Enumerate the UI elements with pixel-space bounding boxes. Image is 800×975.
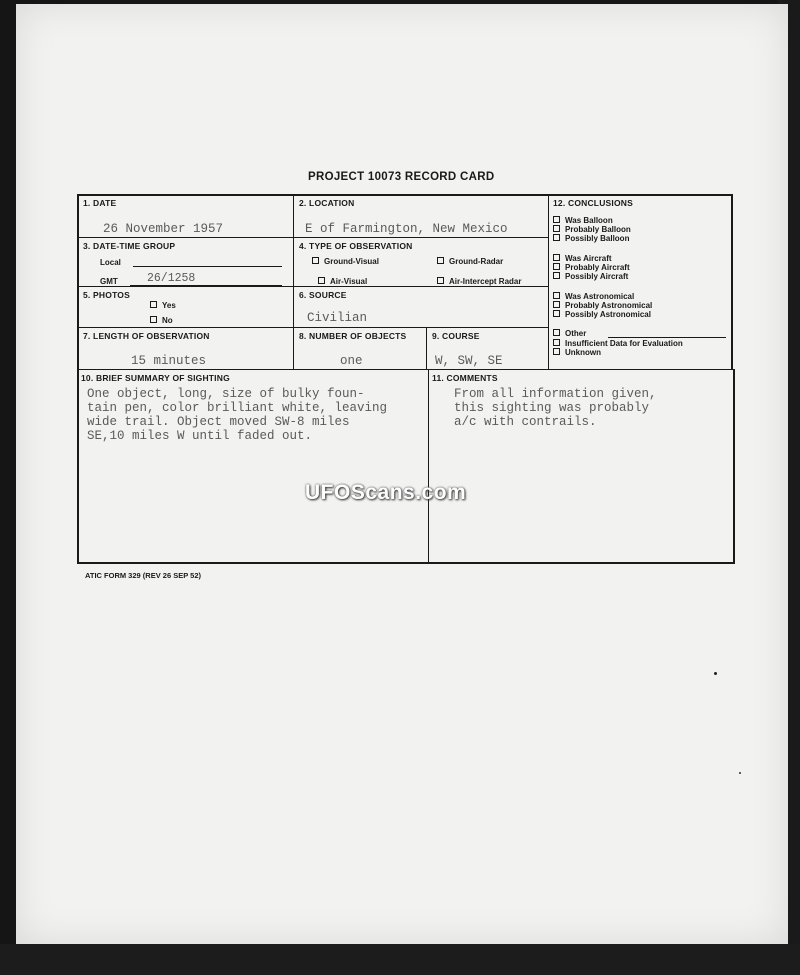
location-label: 2. LOCATION — [299, 198, 355, 208]
photos-yes-option[interactable] — [150, 301, 176, 310]
photos-label: 5. PHOTOS — [83, 290, 130, 300]
grid-col-2 — [548, 194, 549, 369]
length-value: 15 minutes — [131, 354, 207, 368]
grid-row-3 — [77, 327, 548, 328]
record-card-page — [16, 4, 788, 944]
local-underline — [133, 266, 282, 267]
summary-line: One object, long, size of bulky foun- — [87, 387, 365, 401]
checkbox-icon — [553, 263, 560, 270]
other-underline — [608, 337, 726, 338]
source-value: Civilian — [307, 311, 368, 325]
grid-right-upper — [731, 194, 733, 369]
summary-label: 10. BRIEF SUMMARY OF SIGHTING — [81, 373, 230, 383]
conclusion-text: Was Astronomical — [565, 292, 635, 301]
checkbox-icon — [553, 310, 560, 317]
checkbox-icon — [553, 272, 560, 279]
conclusion-text: Possibly Aircraft — [565, 272, 629, 281]
photos-yes-text: Yes — [162, 301, 176, 310]
grid-row-2 — [77, 286, 548, 287]
checkbox-icon — [553, 292, 560, 299]
card-title: PROJECT 10073 RECORD CARD — [308, 171, 495, 183]
conclusion-option[interactable] — [553, 310, 651, 320]
grid-col-1 — [293, 194, 294, 369]
ground-visual-option[interactable] — [312, 257, 379, 266]
type-label: 4. TYPE OF OBSERVATION — [299, 241, 413, 251]
scan-border-bottom — [0, 944, 800, 975]
source-label: 6. SOURCE — [299, 290, 347, 300]
grid-top — [77, 194, 731, 196]
checkbox-icon — [553, 301, 560, 308]
conclusion-text: Probably Astronomical — [565, 301, 653, 310]
conclusion-text: Insufficient Data for Evaluation — [565, 339, 683, 348]
summary-line: wide trail. Object moved SW-8 miles — [87, 415, 350, 429]
checkbox-icon — [553, 234, 560, 241]
checkbox-icon — [553, 348, 560, 355]
gmt-value: 26/1258 — [147, 272, 196, 285]
form-id: ATIC FORM 329 (REV 26 SEP 52) — [85, 571, 202, 580]
checkbox-icon — [553, 329, 560, 336]
gmt-underline — [130, 285, 282, 286]
length-label: 7. LENGTH OF OBSERVATION — [83, 331, 210, 341]
scan-speck — [739, 772, 741, 774]
date-value: 26 November 1957 — [103, 222, 224, 236]
photos-no-text: No — [162, 316, 173, 325]
conclusion-option[interactable] — [553, 272, 628, 282]
conclusion-option[interactable] — [553, 348, 601, 358]
summary-line: tain pen, color brilliant white, leaving — [87, 401, 388, 415]
checkbox-icon — [312, 257, 319, 264]
gmt-label: GMT — [100, 277, 118, 286]
course-label: 9. COURSE — [432, 331, 480, 341]
checkbox-icon — [437, 277, 444, 284]
watermark: UFOScans.com — [305, 481, 467, 504]
conclusion-text: Possibly Astronomical — [565, 310, 651, 319]
checkbox-icon — [318, 277, 325, 284]
course-value: W, SW, SE — [435, 354, 503, 368]
photos-no-option[interactable] — [150, 316, 173, 325]
grid-row-4 — [77, 369, 733, 370]
grid-col-4 — [428, 369, 429, 563]
checkbox-icon — [553, 225, 560, 232]
grid-right-lower — [733, 369, 735, 563]
conclusions-label: 12. CONCLUSIONS — [553, 198, 633, 208]
grid-left — [77, 194, 79, 563]
conclusion-option[interactable] — [553, 234, 629, 244]
grid-row-1 — [77, 237, 548, 238]
air-intercept-text: Air-Intercept Radar — [449, 277, 522, 286]
grid-bottom — [77, 562, 735, 564]
comments-line: a/c with contrails. — [454, 415, 597, 429]
date-label: 1. DATE — [83, 198, 117, 208]
conclusion-text: Other — [565, 329, 587, 338]
dtg-label: 3. DATE-TIME GROUP — [83, 241, 176, 251]
ground-visual-text: Ground-Visual — [324, 257, 379, 266]
conclusion-option[interactable] — [553, 329, 586, 339]
conclusion-text: Unknown — [565, 348, 601, 357]
num-objects-label: 8. NUMBER OF OBJECTS — [299, 331, 407, 341]
air-visual-text: Air-Visual — [330, 277, 368, 286]
ground-radar-option[interactable] — [437, 257, 503, 266]
conclusion-text: Probably Balloon — [565, 225, 631, 234]
comments-label: 11. COMMENTS — [432, 373, 498, 383]
scan-speck — [714, 672, 717, 675]
local-label: Local — [100, 258, 121, 267]
checkbox-icon — [150, 301, 157, 308]
comments-line: From all information given, — [454, 387, 657, 401]
conclusion-text: Possibly Balloon — [565, 234, 630, 243]
conclusion-text: Probably Aircraft — [565, 263, 630, 272]
location-value: E of Farmington, New Mexico — [305, 222, 508, 236]
summary-line: SE,10 miles W until faded out. — [87, 429, 313, 443]
grid-col-3 — [426, 327, 427, 369]
air-intercept-option[interactable] — [437, 277, 521, 286]
air-visual-option[interactable] — [318, 277, 367, 286]
checkbox-icon — [553, 254, 560, 261]
ground-radar-text: Ground-Radar — [449, 257, 504, 266]
num-objects-value: one — [340, 354, 363, 368]
comments-line: this sighting was probably — [454, 401, 650, 415]
checkbox-icon — [437, 257, 444, 264]
checkbox-icon — [553, 216, 560, 223]
conclusion-text: Was Balloon — [565, 216, 613, 225]
checkbox-icon — [553, 339, 560, 346]
checkbox-icon — [150, 316, 157, 323]
conclusion-text: Was Aircraft — [565, 254, 612, 263]
